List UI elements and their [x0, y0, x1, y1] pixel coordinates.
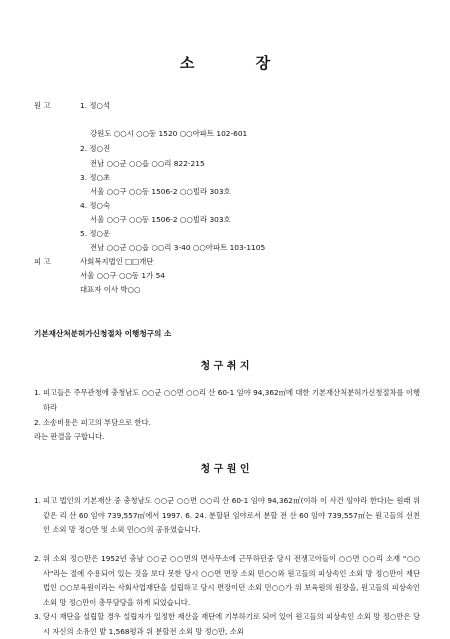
item-number: 2. [34, 418, 41, 427]
item-text: 피고 법인의 기본재산 중 충청남도 ○○군 ○○면 ○○리 산 60-1 임야 94,362㎡(이하 이 사건 임야라 한다)는 원래 위 같은 리 산 60 임야 739,557㎡에서 1997. 6. 24. 분할된 임야로서 분할 전 산 60 임야 739,557㎡는 원고들의 선친인 소외 망 정○만 및 소외 민○○의 공유였습니다. [43, 496, 420, 534]
plaintiff-name: 5. 정○운 [80, 229, 111, 238]
defendant-role-label: 피 고 [34, 257, 51, 266]
plaintiff-address: 전남 ○○군 ○○읍 ○○리 822-215 [90, 159, 205, 168]
plaintiff-name: 1. 정○석 [80, 101, 111, 110]
defendant-name: 사회복지법인 □□개단 [80, 257, 154, 266]
claim-purpose-item-1 [34, 386, 420, 415]
item-text: 위 소외 정○만은 1952년 충남 ○○군 ○○면의 면사무소에 근무하던중 당시 전쟁고아들이 ○○면 ○○리 소재 "○○사"라는 절에 수용되어 있는 것을 보다 못한 당시 ○○면 면장 소외 민○○와 원고들의 피상속인 소외 망 정○만이 재단법인 ○○보육원이라는 사회사업재단을 설립하고 당시 면장이던 소외 민○○가 위 보육원의 원장을, 원고들의 피상속인 소외 망 정○만이 총무담당을 하게 되었습니다. [43, 554, 420, 607]
plaintiff-name: 3. 정○초 [80, 173, 111, 182]
claim-grounds-item-2 [34, 552, 420, 610]
defendant-address: 서울 ○○구 ○○동 1가 54 [80, 271, 165, 280]
complaint-page: 소 장 원 고 1. 정○석 강원도 ○○시 ○○동 1520 ○○아파트 102-601 2. 정○진 전남 ○○군 ○○읍 ○○리 822-215 3. 정○초 서울 ○○구 ○○동 1506-2 ○○빌라 303호 4. 정○숙 서울 ○○구 ○○동 1506-2 ○○빌라 303호 5. 정○운 전남 ○○군 ○○읍 ○○리 3-40 ○○아파트 103-1105 피 고 사회복지법인 □□개단 서울 ○○구 ○○동 1가 54 대표자 이사 박○○ 기본재산처분허가신청절차 이행청구의 소 청 구 취 지 1. 피고들은 주무관청에 충청남도 ○○군 ○○면 ○○리 산 60-1 임야 94,362㎡에 대한 기본재산처분허가신청절차를 이행하라 2. 소송비용은 피고의 부담으로 한다. 라는 판결을 구합니다. 청 구 원 인 1. 피고 법인의 기본재산 중 충청남도 ○○군 ○○면 ○○리 산 60-1 임야 94,362㎡(이하 이 사건 임야라 한다)는 원래 위 같은 리 산 60 임야 739,557㎡에서 1997. 6. 24. 분할된 임야로서 분할 전 산 60 임야 739,557㎡는 원고들의 선친인 소외 망 정○만 및 소외 민○○의 공유였습니다. 2. 위 소외 정○만은 1952년 충남 ○○군 ○○면의 면사무소에 근무하던중 당시 전쟁고아들이 ○○면 ○○리 소재 "○○사"라는 절에 수용되어 있는 것을 보다 못한 당시 ○○면 면장 소외 민○○와 원고들의 피상속인 소외 망 정○만이 재단법인 ○○보육원이라는 사회사업재단을 설립하고 당시 면장이던 소외 민○○가 위 보육원의 원장을, 원고들의 피상속인 소외 망 정○만이 총무담당을 하게 되었습니다. 3. 당시 재단을 설립할 경우 설립자가 일정한 재산을 재단에 기부하기로 되어 있어 원고들의 피상속인 소외 망 정○만은 당시 자신의 소유인 밭 1,568평과 위 분할전 소외 망 정○만, 소외 [0, 0, 450, 636]
item-number: 3. [34, 612, 41, 621]
claim-purpose-title: 청 구 취 지 [200, 361, 250, 372]
plaintiff-name: 2. 정○진 [80, 144, 111, 153]
case-title: 기본재산처분허가신청절차 이행청구의 소 [34, 329, 172, 338]
claim-purpose-closing: 라는 판결을 구합니다. [34, 432, 105, 441]
item-text: 피고들은 주무관청에 충청남도 ○○군 ○○면 ○○리 산 60-1 임야 94,362㎡에 대한 기본재산처분허가신청절차를 이행하라 [43, 388, 420, 412]
item-number: 1. [34, 496, 41, 505]
claim-grounds-title: 청 구 원 인 [200, 464, 250, 475]
plaintiff-address: 서울 ○○구 ○○동 1506-2 ○○빌라 303호 [90, 215, 231, 224]
item-number: 2. [34, 554, 41, 563]
plaintiff-address: 강원도 ○○시 ○○동 1520 ○○아파트 102-601 [90, 129, 248, 138]
item-text: 소송비용은 피고의 부담으로 한다. [43, 418, 151, 427]
claim-purpose-item-2 [34, 416, 420, 431]
plaintiff-address: 전남 ○○군 ○○읍 ○○리 3-40 ○○아파트 103-1105 [90, 243, 266, 252]
item-number: 1. [34, 388, 41, 397]
document-title: 소 장 [179, 54, 299, 72]
plaintiff-address: 서울 ○○구 ○○동 1506-2 ○○빌라 303호 [90, 187, 231, 196]
plaintiff-name: 4. 정○숙 [80, 201, 111, 210]
claim-grounds-item-1 [34, 494, 420, 538]
item-text: 당시 재단을 설립할 경우 설립자가 일정한 재산을 재단에 기부하기로 되어 있어 원고들의 피상속인 소외 망 정○만은 당시 자신의 소유인 밭 1,568평과 위 분할전 소외 망 정○만, 소외 [43, 612, 420, 636]
defendant-representative: 대표자 이사 박○○ [80, 285, 141, 294]
claim-grounds-item-3 [34, 610, 420, 639]
